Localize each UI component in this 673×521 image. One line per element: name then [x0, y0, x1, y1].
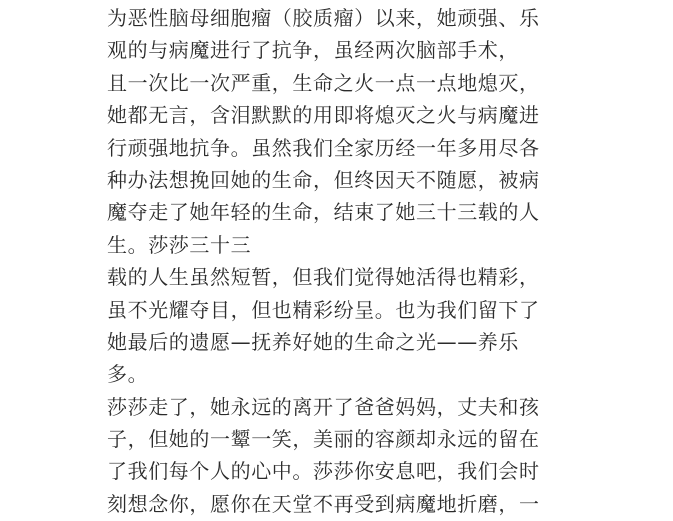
- text-line: 且一次比一次严重，生命之火一点一点地熄灭，: [107, 70, 540, 95]
- text-line: 载的人生虽然短暂，但我们觉得她活得也精彩，: [107, 265, 540, 290]
- text-line: 刻想念你，愿你在天堂不再受到病魔地折磨，一: [107, 491, 540, 516]
- text-line: 为恶性脑母细胞瘤（胶质瘤）以来，她顽强、乐: [107, 6, 540, 30]
- text-line: 子，但她的一颦一笑，美丽的容颜却永远的留在: [107, 427, 540, 452]
- text-line: 她最后的遗愿—抚养好她的生命之光——养乐: [107, 329, 519, 354]
- text-line: 虽不光耀夺目，但也精彩纷呈。也为我们留下了: [107, 297, 540, 322]
- text-line: 行顽强地抗争。虽然我们全家历经一年多用尽各: [107, 135, 540, 160]
- text-line: 观的与病魔进行了抗争，虽经两次脑部手术，: [107, 38, 519, 63]
- text-line: 莎莎走了，她永远的离开了爸爸妈妈，丈夫和孩: [107, 394, 540, 419]
- text-line: 生。莎莎三十三: [107, 232, 252, 257]
- text-line: 她都无言，含泪默默的用即将熄灭之火与病魔进: [107, 103, 540, 128]
- text-line: 种办法想挽回她的生命，但终因天不随愿，被病: [107, 167, 540, 192]
- text-line: 了我们每个人的心中。莎莎你安息吧，我们会时: [107, 459, 540, 484]
- article-text: [107, 2, 607, 520]
- text-line: 多。: [107, 362, 149, 387]
- text-line: 魔夺走了她年轻的生命，结束了她三十三载的人: [107, 200, 540, 225]
